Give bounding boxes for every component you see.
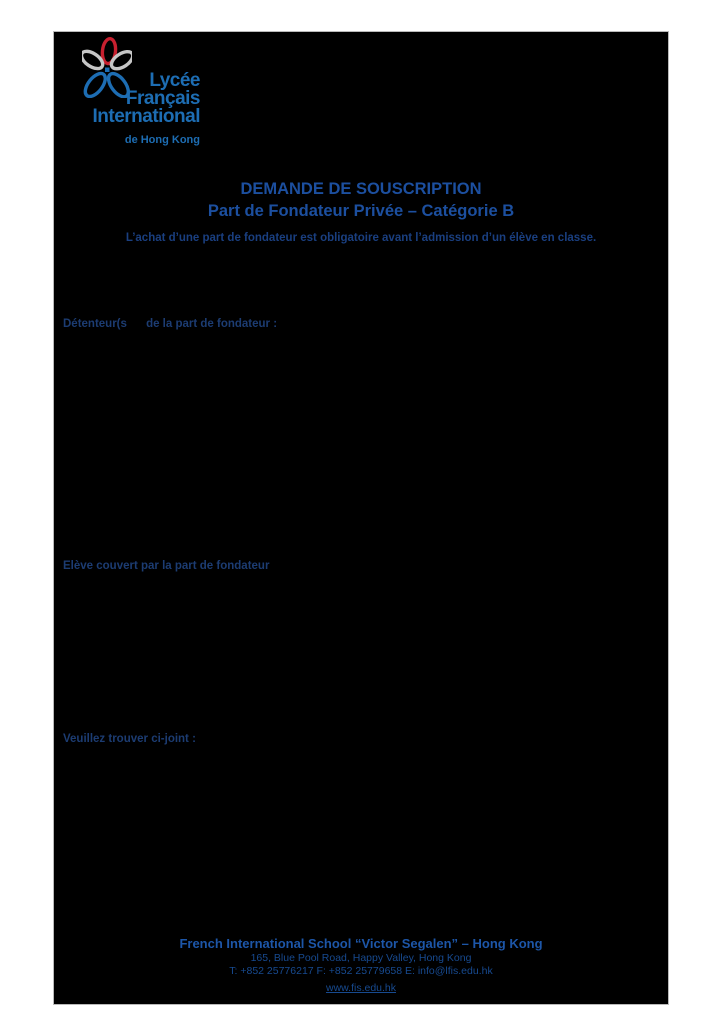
document-subtitle: L’achat d’une part de fondateur est obligatoire avant l’admission d’un élève en classe. <box>125 232 597 244</box>
logo-line-francais: Français <box>125 88 200 109</box>
document-page <box>53 31 669 1005</box>
document-footer <box>54 936 668 996</box>
enclosed-section-label: Veuillez trouver ci-joint : <box>63 733 196 745</box>
holder-section-label: Détenteur(s de la part de fondateur : <box>63 318 278 330</box>
student-section-label: Elève couvert par la part de fondateur <box>63 560 270 572</box>
footer-address: 165, Blue Pool Road, Happy Valley, Hong Kong <box>250 952 472 964</box>
document-title <box>54 178 668 222</box>
title-line-2: Part de Fondateur Privée – Catégorie B <box>207 202 515 220</box>
logo-wordmark <box>70 72 200 149</box>
logo-line-international: International <box>92 106 200 127</box>
title-line-1: DEMANDE DE SOUSCRIPTION <box>240 180 482 198</box>
logo-line-lycee: Lycée <box>149 70 200 91</box>
footer-contacts: T: +852 25776217 F: +852 25779658 E: info@lfis.edu.hk <box>229 965 493 977</box>
footer-website-link[interactable]: www.fis.edu.hk <box>325 982 397 994</box>
logo-line-dehongkong: de Hong Kong <box>124 134 200 146</box>
footer-school-name: French International School “Victor Segalen” – Hong Kong <box>179 936 543 951</box>
